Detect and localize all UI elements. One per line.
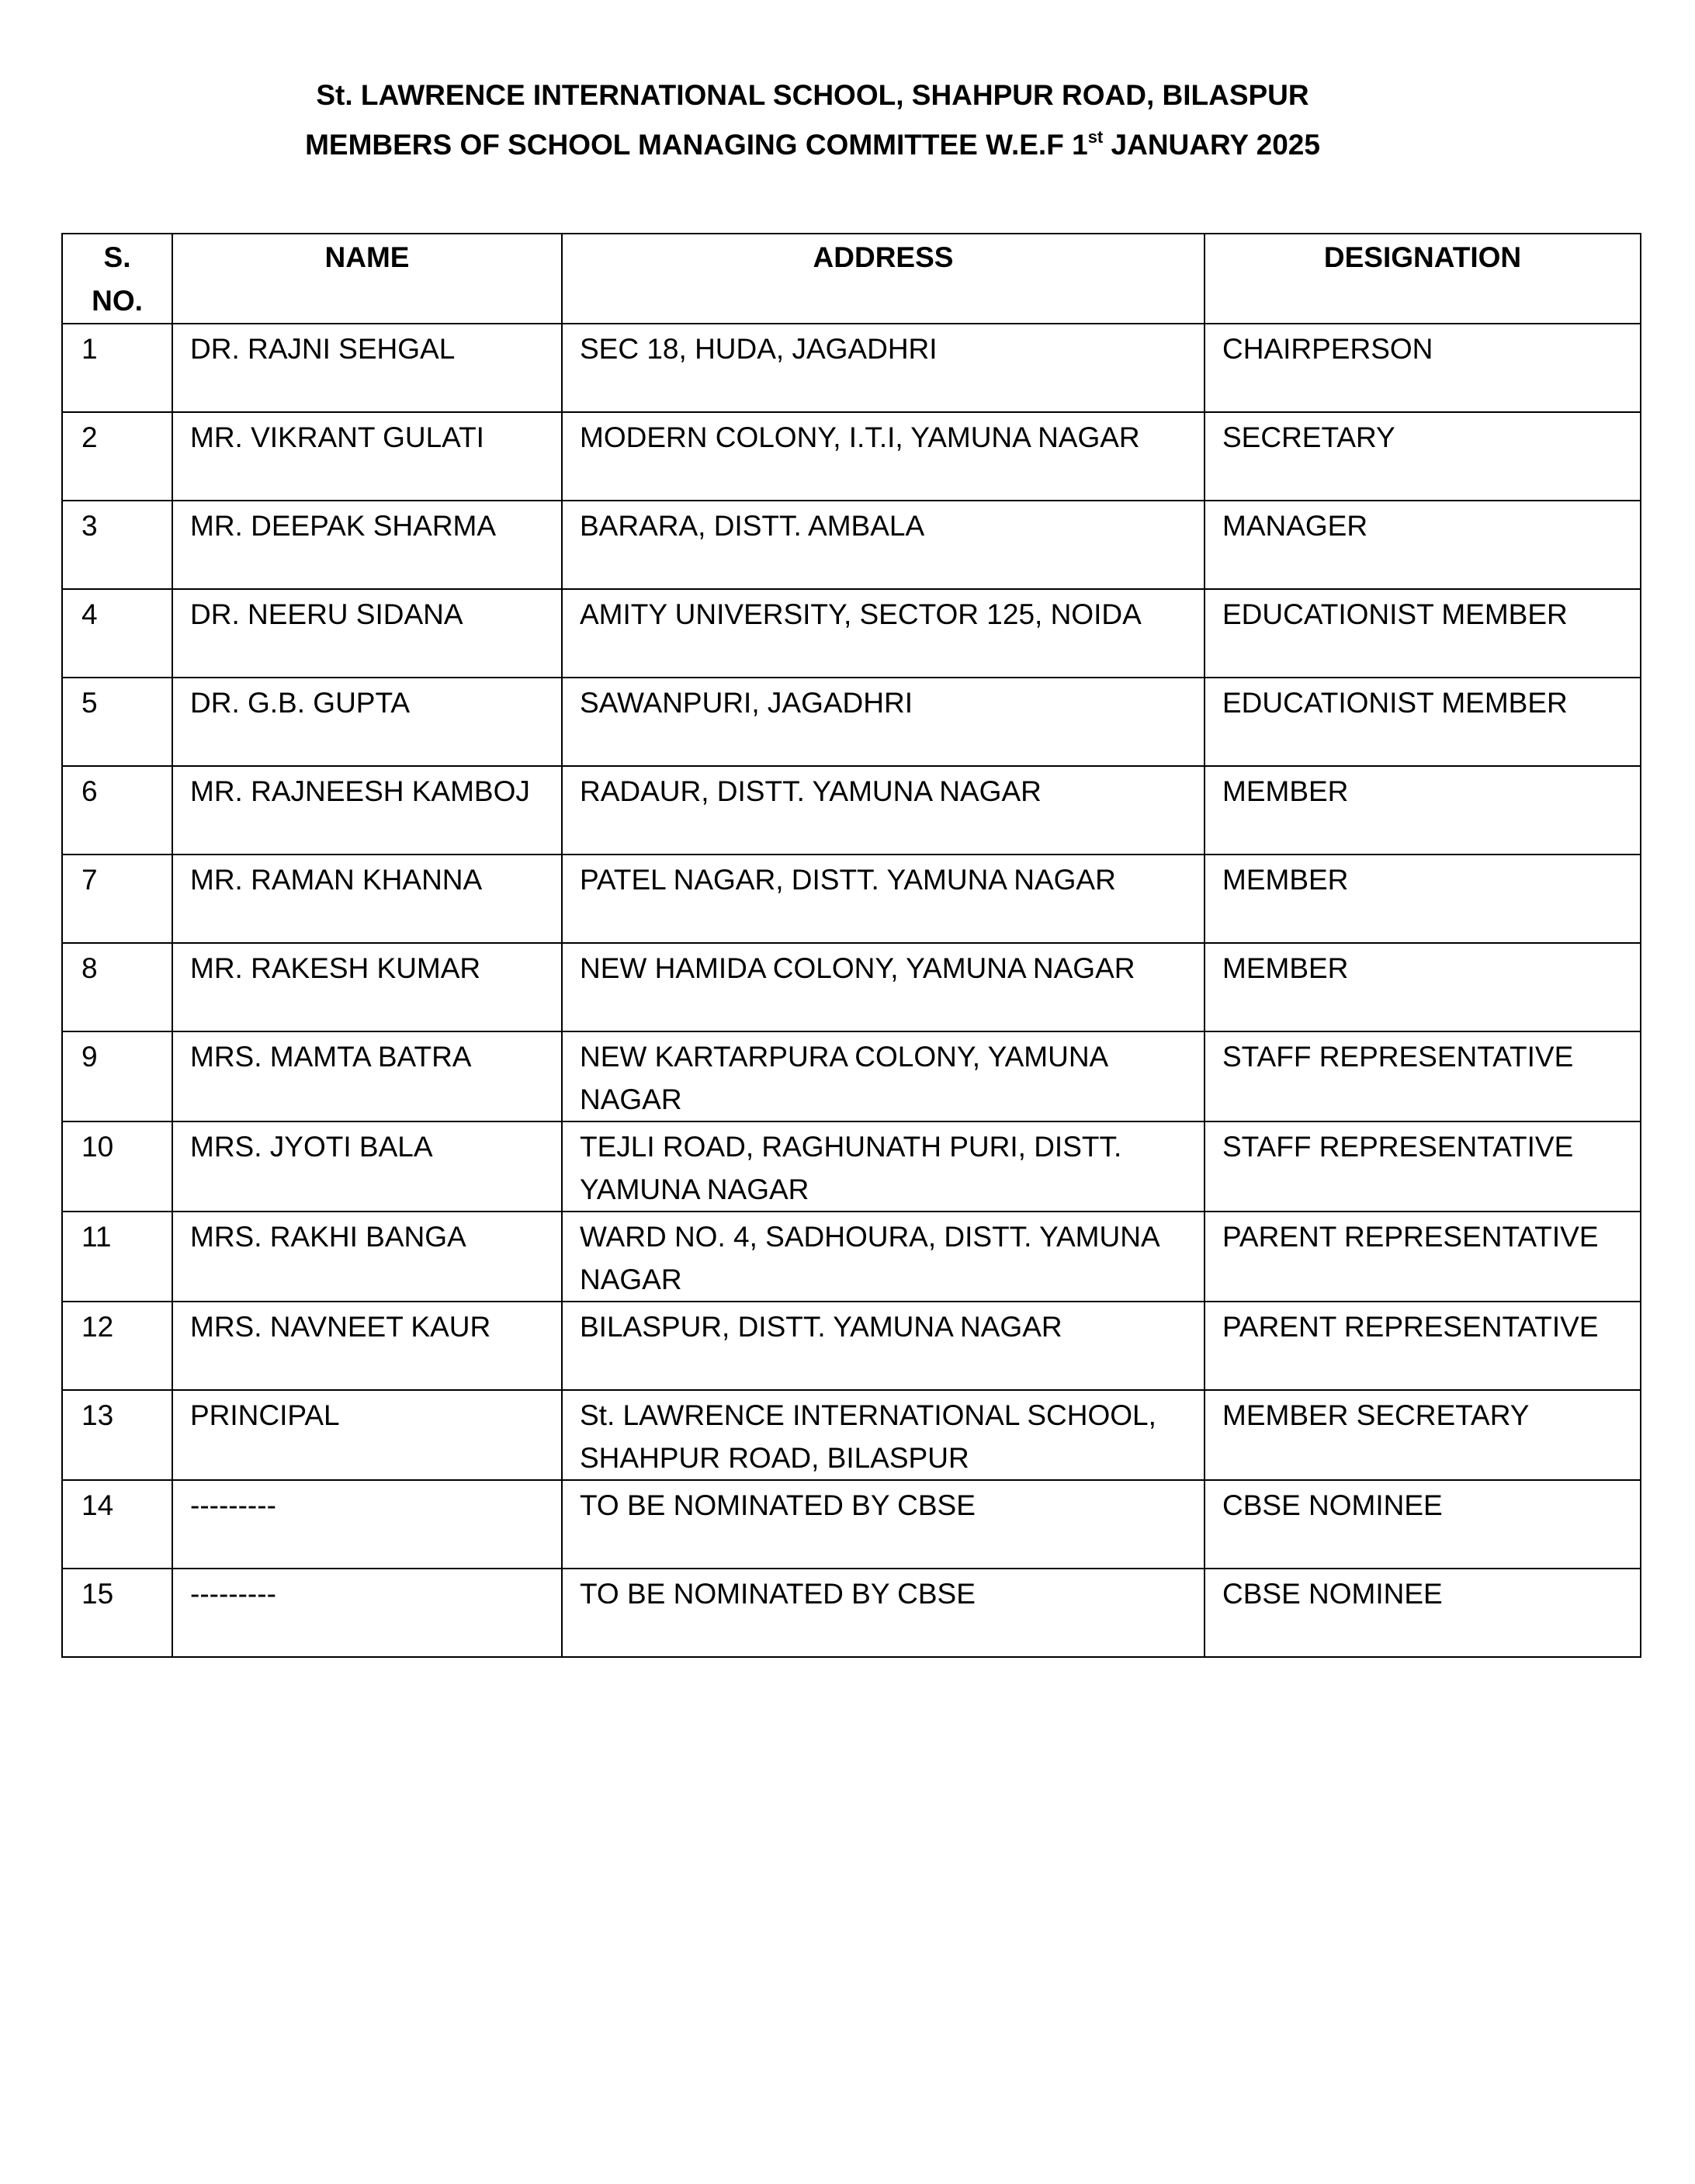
cell-designation: CHAIRPERSON [1205, 324, 1641, 412]
cell-name: MR. VIKRANT GULATI [172, 412, 562, 501]
table-row [62, 324, 1641, 412]
table-row [62, 501, 1641, 589]
cell-name: DR. RAJNI SEHGAL [172, 324, 562, 412]
cell-designation: STAFF REPRESENTATIVE [1205, 1121, 1641, 1212]
cell-address: SAWANPURI, JAGADHRI [562, 678, 1205, 766]
header-address: ADDRESS [562, 234, 1205, 324]
cell-name: --------- [172, 1480, 562, 1569]
cell-designation: EDUCATIONIST MEMBER [1205, 589, 1641, 678]
cell-address: NEW KARTARPURA COLONY, YAMUNA NAGAR [562, 1031, 1205, 1121]
cell-name: MR. RAMAN KHANNA [172, 855, 562, 943]
cell-address: MODERN COLONY, I.T.I, YAMUNA NAGAR [562, 412, 1205, 501]
table-row [62, 1212, 1641, 1302]
cell-designation: MEMBER SECRETARY [1205, 1390, 1641, 1480]
cell-designation: PARENT REPRESENTATIVE [1205, 1302, 1641, 1390]
table-header-row [62, 234, 1641, 324]
cell-address: St. LAWRENCE INTERNATIONAL SCHOOL, SHAHPUR ROAD, BILASPUR [562, 1390, 1205, 1480]
cell-designation: CBSE NOMINEE [1205, 1480, 1641, 1569]
committee-members-table [61, 233, 1641, 1658]
table-row [62, 1121, 1641, 1212]
cell-name: MR. DEEPAK SHARMA [172, 501, 562, 589]
cell-serial-number: 8 [62, 943, 172, 1031]
table-row [62, 855, 1641, 943]
table-row [62, 1569, 1641, 1657]
cell-address: BILASPUR, DISTT. YAMUNA NAGAR [562, 1302, 1205, 1390]
cell-address: TO BE NOMINATED BY CBSE [562, 1480, 1205, 1569]
cell-address: RADAUR, DISTT. YAMUNA NAGAR [562, 766, 1205, 855]
cell-designation: SECRETARY [1205, 412, 1641, 501]
table-row [62, 1480, 1641, 1569]
cell-serial-number: 9 [62, 1031, 172, 1121]
cell-designation: PARENT REPRESENTATIVE [1205, 1212, 1641, 1302]
document-subtitle [0, 127, 1625, 163]
cell-name: PRINCIPAL [172, 1390, 562, 1480]
table-row [62, 678, 1641, 766]
subtitle-suffix: JANUARY 2025 [1103, 129, 1320, 161]
cell-address: AMITY UNIVERSITY, SECTOR 125, NOIDA [562, 589, 1205, 678]
cell-address: TEJLI ROAD, RAGHUNATH PURI, DISTT. YAMUNA NAGAR [562, 1121, 1205, 1212]
cell-name: MR. RAJNEESH KAMBOJ [172, 766, 562, 855]
header-designation: DESIGNATION [1205, 234, 1641, 324]
cell-address: PATEL NAGAR, DISTT. YAMUNA NAGAR [562, 855, 1205, 943]
table-row [62, 1390, 1641, 1480]
header-serial-line1: S. [103, 241, 131, 273]
cell-designation: MEMBER [1205, 766, 1641, 855]
cell-designation: STAFF REPRESENTATIVE [1205, 1031, 1641, 1121]
subtitle-prefix: MEMBERS OF SCHOOL MANAGING COMMITTEE W.E.F 1 [305, 129, 1088, 161]
cell-serial-number: 1 [62, 324, 172, 412]
cell-name: --------- [172, 1569, 562, 1657]
cell-serial-number: 10 [62, 1121, 172, 1212]
cell-serial-number: 3 [62, 501, 172, 589]
document-title: St. LAWRENCE INTERNATIONAL SCHOOL, SHAHPUR ROAD, BILASPUR [316, 79, 1309, 111]
cell-name: MRS. RAKHI BANGA [172, 1212, 562, 1302]
cell-designation: CBSE NOMINEE [1205, 1569, 1641, 1657]
cell-address: WARD NO. 4, SADHOURA, DISTT. YAMUNA NAGAR [562, 1212, 1205, 1302]
cell-designation: MEMBER [1205, 943, 1641, 1031]
cell-address: BARARA, DISTT. AMBALA [562, 501, 1205, 589]
cell-name: DR. NEERU SIDANA [172, 589, 562, 678]
subtitle-superscript: st [1087, 127, 1104, 147]
cell-designation: MANAGER [1205, 501, 1641, 589]
cell-address: TO BE NOMINATED BY CBSE [562, 1569, 1205, 1657]
cell-serial-number: 4 [62, 589, 172, 678]
cell-serial-number: 6 [62, 766, 172, 855]
cell-address: NEW HAMIDA COLONY, YAMUNA NAGAR [562, 943, 1205, 1031]
table-row [62, 412, 1641, 501]
cell-name: DR. G.B. GUPTA [172, 678, 562, 766]
table-row [62, 1031, 1641, 1121]
table-row [62, 589, 1641, 678]
cell-serial-number: 2 [62, 412, 172, 501]
cell-serial-number: 7 [62, 855, 172, 943]
cell-name: MRS. JYOTI BALA [172, 1121, 562, 1212]
header-serial-number [62, 234, 172, 324]
cell-name: MRS. NAVNEET KAUR [172, 1302, 562, 1390]
cell-serial-number: 11 [62, 1212, 172, 1302]
table-body [62, 324, 1641, 1657]
cell-designation: MEMBER [1205, 855, 1641, 943]
cell-address: SEC 18, HUDA, JAGADHRI [562, 324, 1205, 412]
cell-name: MR. RAKESH KUMAR [172, 943, 562, 1031]
cell-serial-number: 14 [62, 1480, 172, 1569]
cell-serial-number: 5 [62, 678, 172, 766]
table-row [62, 766, 1641, 855]
cell-serial-number: 13 [62, 1390, 172, 1480]
cell-name: MRS. MAMTA BATRA [172, 1031, 562, 1121]
header-name: NAME [172, 234, 562, 324]
cell-serial-number: 12 [62, 1302, 172, 1390]
cell-serial-number: 15 [62, 1569, 172, 1657]
header-serial-line2: NO. [92, 285, 143, 317]
cell-designation: EDUCATIONIST MEMBER [1205, 678, 1641, 766]
table-row [62, 943, 1641, 1031]
table-row [62, 1302, 1641, 1390]
